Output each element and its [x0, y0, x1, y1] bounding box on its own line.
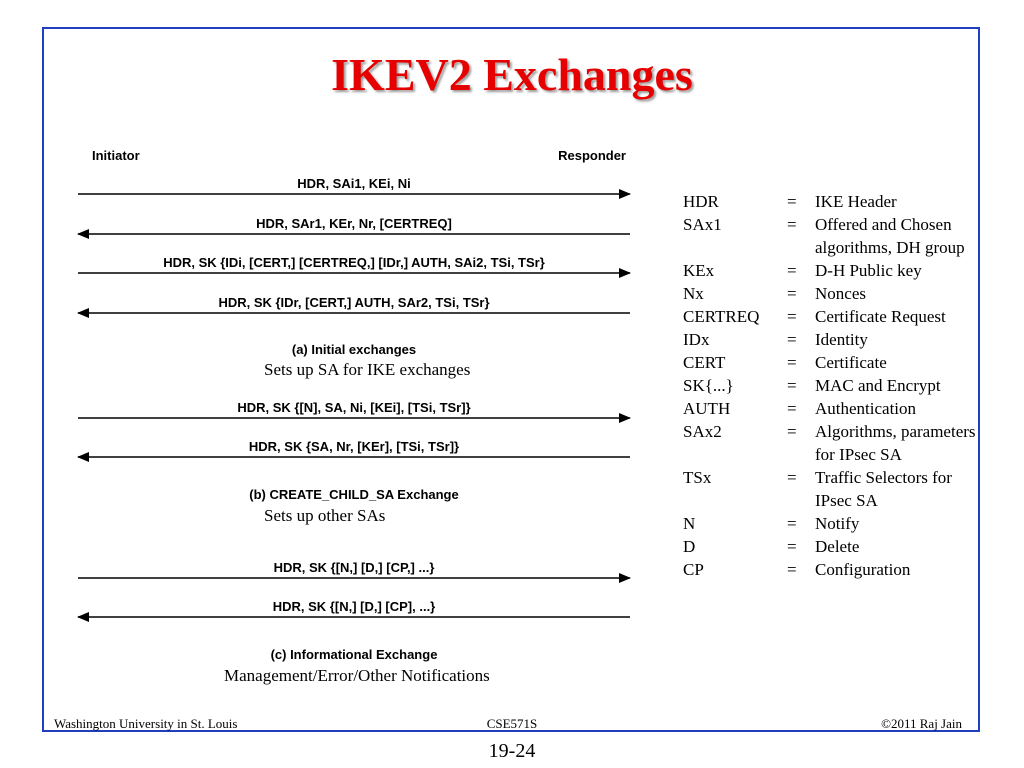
legend-equals: = [787, 422, 797, 441]
legend-definition: Delete [815, 537, 860, 556]
message-label: HDR, SK {SA, Nr, [KEr], [TSi, TSr]} [248, 439, 460, 454]
responder-label: Responder [558, 148, 626, 163]
legend-row-idx [683, 328, 983, 351]
legend-term: CERT [683, 353, 726, 372]
legend-row-auth [683, 397, 983, 420]
message-label: HDR, SAr1, KEr, Nr, [CERTREQ] [256, 216, 452, 231]
legend-term: CERTREQ [683, 307, 760, 326]
legend-equals: = [787, 514, 797, 533]
legend-row-n [683, 512, 983, 535]
legend-equals: = [787, 307, 797, 326]
footer-copyright: ©2011 Raj Jain [881, 716, 962, 731]
legend-term: HDR [683, 192, 719, 211]
note-create-child-sa: Sets up other SAs [264, 506, 386, 525]
legend-definition: IKE Header [815, 192, 897, 211]
legend-row-tsx [683, 466, 983, 512]
legend-row-cp [683, 558, 983, 581]
caption-initial-exchanges: (a) Initial exchanges [291, 342, 417, 357]
legend-term: KEx [683, 261, 715, 280]
legend-equals: = [787, 537, 797, 556]
legend-equals: = [787, 215, 797, 234]
note-initial-exchanges: Sets up SA for IKE exchanges [264, 360, 471, 379]
message-label: HDR, SAi1, KEi, Ni [297, 176, 411, 191]
legend-equals: = [787, 560, 797, 579]
legend-definition: Identity [815, 330, 868, 349]
legend-definition: Configuration [815, 560, 911, 579]
legend-equals: = [787, 261, 797, 280]
legend-equals: = [787, 330, 797, 349]
legend-definition: MAC and Encrypt [815, 376, 941, 395]
legend-term: N [683, 514, 696, 533]
legend-equals: = [787, 399, 797, 418]
legend-definition: Notify [815, 514, 860, 533]
legend-definition: Offered and Chosen algorithms, DH group [815, 215, 965, 257]
legend-term: IDx [683, 330, 710, 349]
legend-definition: D-H Public key [815, 261, 922, 280]
initiator-label: Initiator [92, 148, 140, 163]
legend-term: D [683, 537, 696, 556]
legend-equals: = [787, 376, 797, 395]
legend-definition: Nonces [815, 284, 866, 303]
message-label: HDR, SK {[N], SA, Ni, [KEi], [TSi, TSr]} [237, 400, 471, 415]
legend-term: SAx1 [683, 215, 722, 234]
abbreviation-legend [683, 190, 983, 581]
legend-equals: = [787, 284, 797, 303]
legend-term: SK{...} [683, 376, 734, 395]
legend-row-certreq [683, 305, 983, 328]
legend-definition: Certificate [815, 353, 887, 372]
legend-definition: Certificate Request [815, 307, 946, 326]
legend-row-d [683, 535, 983, 558]
legend-equals: = [787, 468, 797, 487]
caption-create-child-sa: (b) CREATE_CHILD_SA Exchange [249, 487, 459, 502]
legend-term: Nx [683, 284, 704, 303]
legend-term: AUTH [683, 399, 731, 418]
legend-row-nx [683, 282, 983, 305]
legend-row-hdr [683, 190, 983, 213]
note-informational-exchange: Management/Error/Other Notifications [224, 666, 490, 685]
legend-term: SAx2 [683, 422, 722, 441]
legend-row-sax1 [683, 213, 983, 259]
legend-definition: Authentication [815, 399, 917, 418]
legend-definition: Traffic Selectors for IPsec SA [815, 468, 952, 510]
legend-row-sax2 [683, 420, 983, 466]
message-label: HDR, SK {IDi, [CERT,] [CERTREQ,] [IDr,] AUTH, SAi2, TSi, TSr} [163, 255, 545, 270]
message-label: HDR, SK {[N,] [D,] [CP,] ...} [273, 560, 435, 575]
legend-equals: = [787, 353, 797, 372]
footer-course: CSE571S [486, 716, 538, 731]
caption-informational-exchange: (c) Informational Exchange [270, 647, 438, 662]
legend-row-kex [683, 259, 983, 282]
legend-row-cert [683, 351, 983, 374]
legend-term: TSx [683, 468, 712, 487]
page-number: 19-24 [488, 740, 536, 762]
slide-title: IKEV2 Exchanges [331, 49, 693, 100]
message-label: HDR, SK {IDr, [CERT,] AUTH, SAr2, TSi, TSr} [218, 295, 490, 310]
footer-institution: Washington University in St. Louis [54, 716, 238, 731]
legend-row-sk [683, 374, 983, 397]
legend-equals: = [787, 192, 797, 211]
legend-term: CP [683, 560, 704, 579]
message-label: HDR, SK {[N,] [D,] [CP], ...} [272, 599, 436, 614]
legend-definition: Algorithms, parameters for IPsec SA [815, 422, 976, 464]
